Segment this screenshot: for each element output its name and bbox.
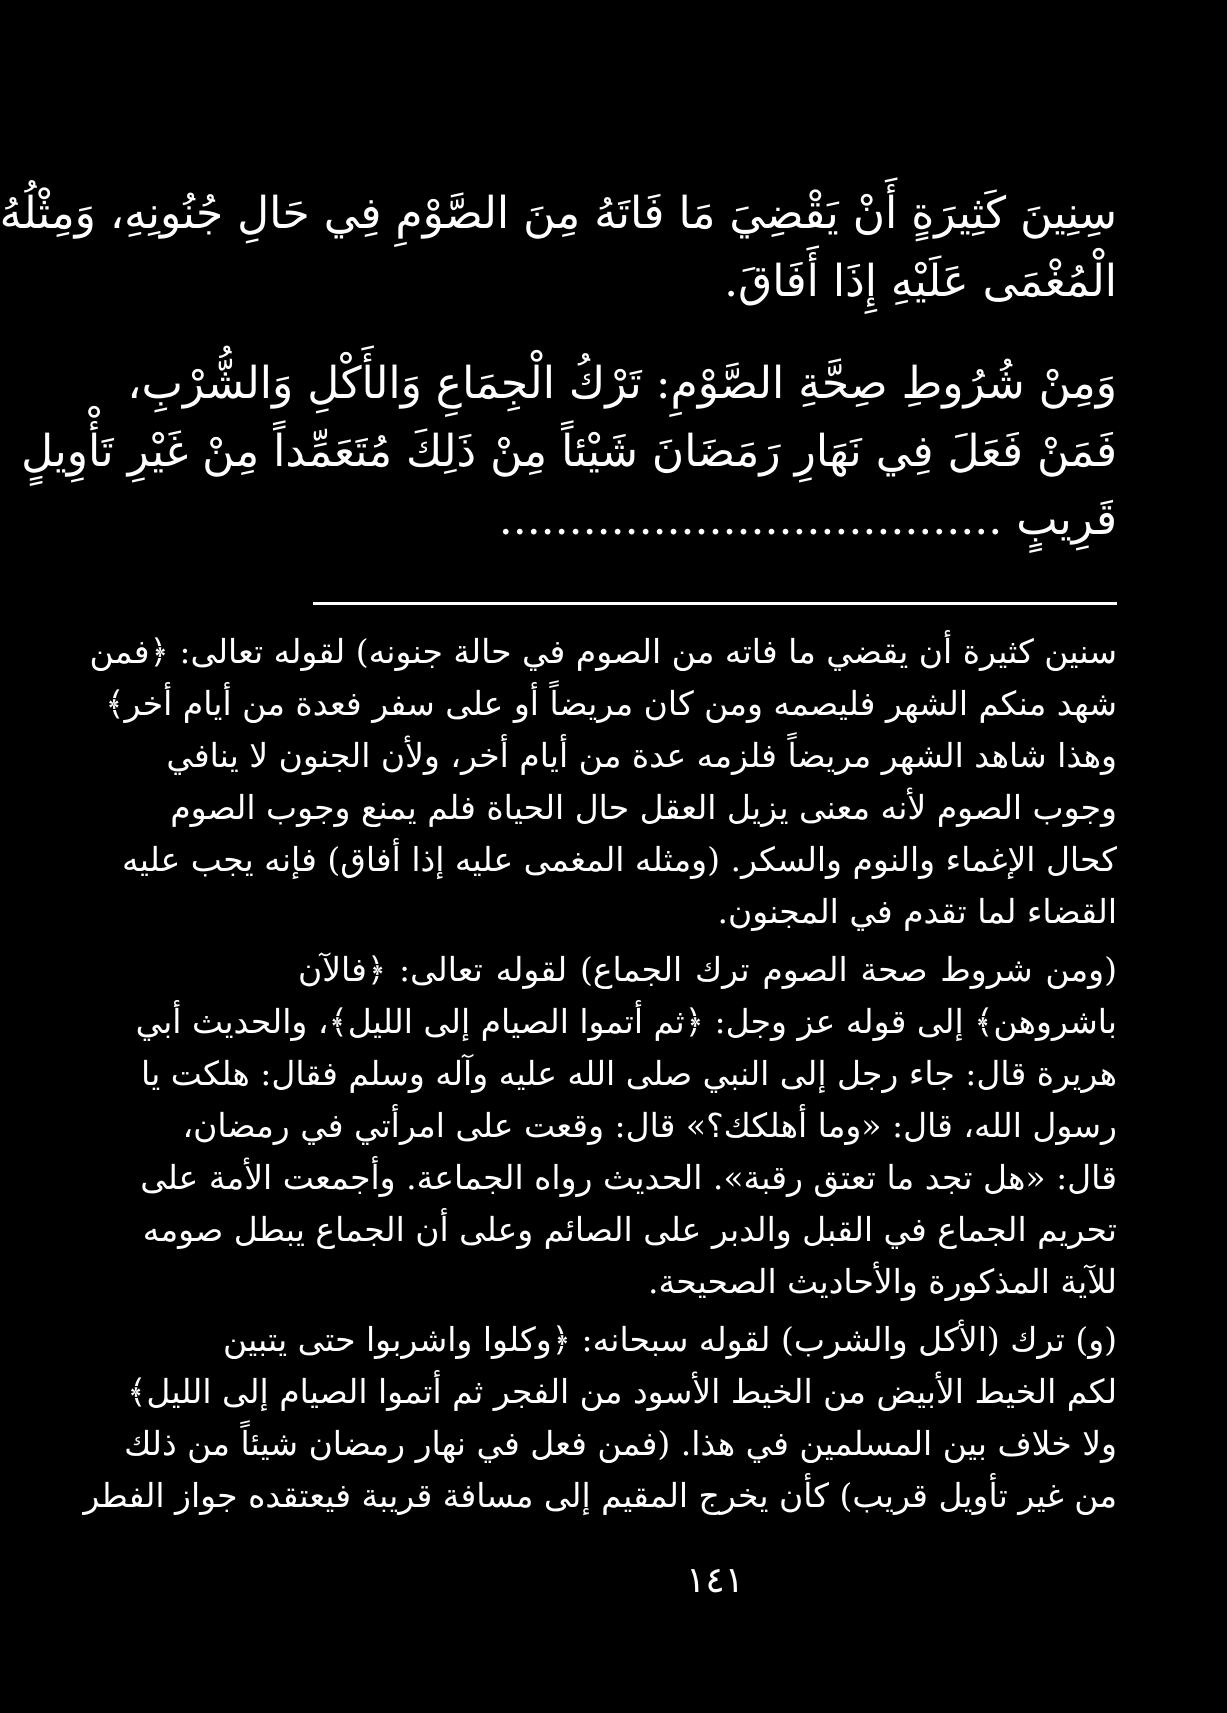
sharh-line: سنين كثيرة أن يقضي ما فاته من الصوم في حالة جنونه) لقوله تعالى: ﴿فمن (89, 632, 1117, 671)
matn-paragraph-1 (0, 180, 1117, 316)
sharh-line: للآية المذكورة والأحاديث الصحيحة. (648, 1262, 1117, 1301)
sharh-line: رسول الله، قال: «وما أهلكك؟» قال: وقعت على امرأتي في رمضان، (182, 1106, 1117, 1145)
matn-line: وَمِنْ شُرُوطِ صِحَّةِ الصَّوْمِ: تَرْكُ الْجِمَاعِ وَالأَكْلِ وَالشُّرْبِ، (127, 358, 1117, 409)
sharh-line: لكم الخيط الأبيض من الخيط الأسود من الفجر ثم أتموا الصيام إلى الليل﴾ (127, 1372, 1117, 1411)
page-number: ١٤١ (685, 1560, 744, 1601)
sharh-line: قال: «هل تجد ما تعتق رقبة». الحديث رواه الجماعة. وأجمعت الأمة على (140, 1158, 1117, 1197)
sharh-paragraph-2 (135, 944, 1117, 1308)
ellipsis-dots: .................................... (498, 494, 1003, 545)
sharh-line: شهد منكم الشهر فليصمه ومن كان مريضاً أو على سفر فعدة من أيام أخر﴾ (105, 684, 1117, 723)
sharh-paragraph-1 (89, 626, 1117, 938)
matn-line: سِنِينَ كَثِيرَةٍ أَنْ يَقْضِيَ مَا فَاتَهُ مِنَ الصَّوْمِ فِي حَالِ جُنُونِهِ، وَمِثْلُهُ (0, 188, 1117, 239)
sharh-line: وجوب الصوم لأنه معنى يزيل العقل حال الحياة فلم يمنع وجوب الصوم (170, 788, 1117, 827)
sharh-line: (و) ترك (الأكل والشرب) لقوله سبحانه: ﴿وكلوا واشربوا حتى يتبين (222, 1320, 1117, 1359)
section-divider (313, 602, 1117, 605)
sharh-line: من غير تأويل قريب) كأن يخرج المقيم إلى مسافة قريبة فيعتقده جواز الفطر (83, 1476, 1117, 1515)
matn-line-continued (298, 486, 1117, 554)
sharh-commentary (83, 626, 1117, 1522)
sharh-line: تحريم الجماع في القبل والدبر على الصائم وعلى أن الجماع يبطل صومه (142, 1210, 1117, 1249)
sharh-line: ولا خلاف بين المسلمين في هذا. (فمن فعل في نهار رمضان شيئاً من ذلك (124, 1424, 1117, 1463)
sharh-line: (ومن شروط صحة الصوم ترك الجماع) لقوله تعالى: ﴿فالآن (298, 950, 1117, 989)
sharh-line: وهذا شاهد الشهر مريضاً فلزمه عدة من أيام أخر، ولأن الجنون لا ينافي (166, 736, 1117, 775)
sharh-line: باشروهن﴾ إلى قوله عز وجل: ﴿ثم أتموا الصيام إلى الليل﴾، والحديث أبي (135, 1002, 1117, 1041)
matn-paragraph-2 (21, 350, 1117, 554)
sharh-line: القضاء لما تقدم في المجنون. (717, 892, 1117, 931)
matn-text (0, 180, 1117, 554)
sharh-line: كحال الإغماء والنوم والسكر. (ومثله المغمى عليه إذا أفاق) فإنه يجب عليه (122, 840, 1117, 879)
matn-line: فَمَنْ فَعَلَ فِي نَهَارِ رَمَضَانَ شَيْئاً مِنْ ذَلِكَ مُتَعَمِّداً مِنْ غَيْرِ تَأْوِيلٍ (21, 426, 1117, 477)
sharh-line: هريرة قال: جاء رجل إلى النبي صلى الله عليه وآله وسلم فقال: هلكت يا (141, 1054, 1117, 1093)
sharh-paragraph-3 (83, 1314, 1117, 1522)
matn-continued-word: قَرِيبٍ (1016, 494, 1117, 545)
matn-line: الْمُغْمَى عَلَيْهِ إِذَا أَفَاقَ. (724, 256, 1117, 307)
